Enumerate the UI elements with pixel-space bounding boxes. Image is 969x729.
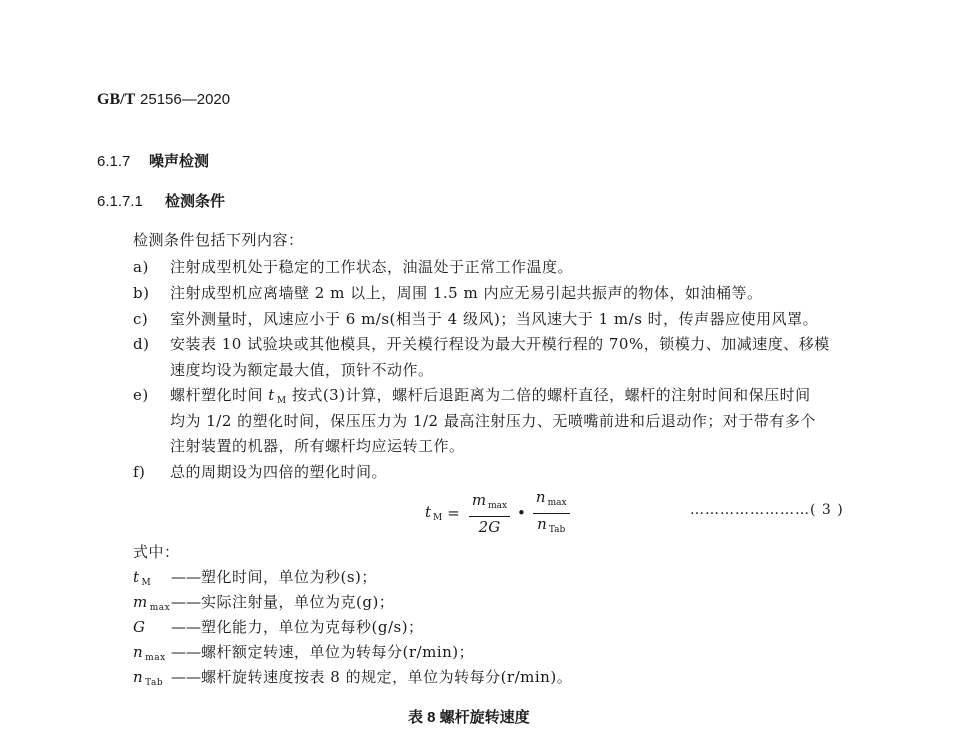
where-item-tm: t $_M$ ——塑化时间，单位为秒(s)；: [133, 568, 377, 588]
standard-header: [97, 90, 230, 109]
where-item-nmax: n $_{max}$ ——螺杆额定转速，单位为转每分(r/min)；: [133, 643, 475, 663]
subsection-heading: [97, 190, 225, 211]
list-item-c: [133, 308, 818, 329]
standard-number: 25156—2020: [140, 91, 231, 108]
list-item-f: [133, 461, 387, 482]
item-label: b): [133, 284, 150, 302]
item-text: 安装表 10 试验块或其他模具，开关模行程设为最大开模行程的 70%，锁模力、加减速度、移模: [170, 335, 830, 353]
where-item-ntab: n $_{Tab}$ ——螺杆旋转速度按表 8 的规定，单位为转每分(r/min)。: [133, 668, 573, 688]
list-item-d: [133, 333, 830, 354]
section-number: 6.1.7: [97, 153, 131, 170]
list-item-d-cont: 速度均设为额定最大值，顶针不动作。: [170, 361, 434, 379]
where-item-mmax: m $_{max}$——实际注射量，单位为克(g)；: [133, 593, 395, 613]
item-label: e): [133, 386, 149, 404]
list-item-e-cont2: 注射装置的机器，所有螺杆均应运转工作。: [170, 437, 465, 455]
standard-code: GB/T: [97, 91, 136, 108]
var-sub: M: [276, 396, 287, 406]
item-label: c): [133, 310, 149, 328]
formula-lhs: t $_M$: [425, 503, 443, 523]
list-item-a: [133, 256, 573, 277]
item-label: f): [133, 463, 146, 481]
equals-sign: =: [447, 504, 460, 522]
table-caption: 表 8 螺杆旋转速度: [408, 709, 530, 726]
subsection-title: 检测条件: [165, 193, 226, 210]
var-t: t: [268, 386, 275, 404]
where-title: 式中：: [133, 543, 180, 561]
item-text: 注射成型机应离墙壁 2 m 以上，周围 1.5 m 内应无易引起共振声的物体，如油桶等。: [170, 284, 763, 302]
fraction-nmax-over-ntab: $\frac{n _{max}}{n _{Tab}}$: [533, 489, 570, 538]
list-item-e-cont1: 均为 1/2 的塑化时间，保压压力为 1/2 最高注射压力、无喷嘴前进和后退动作；对于带有多个: [170, 412, 816, 430]
item-label: d): [133, 335, 150, 353]
multiply-dot: •: [517, 504, 526, 522]
equation-number: ……………………( 3 ): [690, 502, 844, 518]
where-item-g: G ——塑化能力，单位为克每秒(g/s)；: [133, 618, 424, 636]
item-text: 注射成型机处于稳定的工作状态，油温处于正常工作温度。: [170, 258, 574, 276]
formula-3: [425, 487, 574, 536]
intro-text: 检测条件包括下列内容：: [133, 231, 304, 249]
fraction-m-over-2g: $\frac{m _{max}}{2G}$: [469, 492, 510, 535]
item-text-post: 按式(3)计算，螺杆后退距离为二倍的螺杆直径，螺杆的注射时间和保压时间: [286, 386, 811, 404]
item-label: a): [133, 258, 149, 276]
list-item-b: [133, 282, 762, 303]
item-text-pre: 螺杆塑化时间: [170, 386, 264, 404]
item-text: 总的周期设为四倍的塑化时间。: [170, 463, 388, 481]
section-heading: [97, 150, 209, 171]
section-title: 噪声检测: [149, 153, 210, 170]
item-text: 室外测量时，风速应小于 6 m/s(相当于 4 级风)；当风速大于 1 m/s 时，传声器应使用风罩。: [170, 310, 819, 328]
subsection-number: 6.1.7.1: [97, 193, 143, 210]
list-item-e: [133, 384, 811, 406]
